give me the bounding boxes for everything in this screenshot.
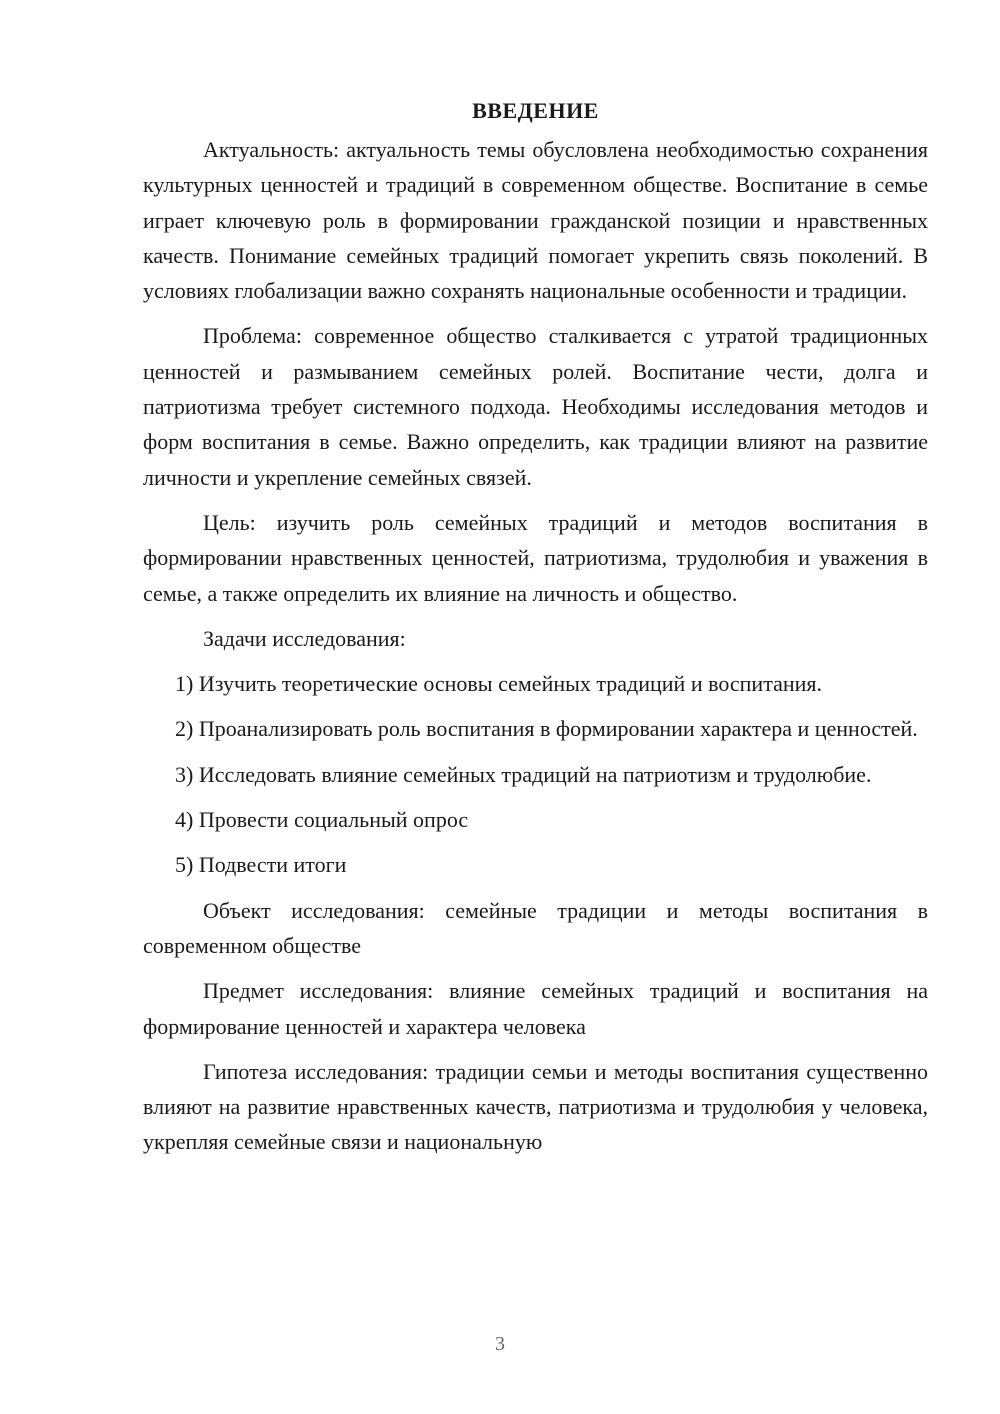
page-content bbox=[143, 93, 928, 1170]
paragraph-hypothesis: Гипотеза исследования: традиции семьи и методы воспитания существенно влияют на развитие нравственных качеств, патриотизма и трудолюбия у человека, укрепляя семейные связи и национальную bbox=[143, 1058, 928, 1155]
paragraph-relevance: Актуальность: актуальность темы обусловлена необходимостью сохранения культурных ценностей и традиций в современном обществе. Воспитание в семье играет ключевую роль в формировании гражданской позиции и нравственных качеств. Понимание семейных традиций помогает укрепить связь поколений. В условиях глобализации важно сохранять национальные особенности и традиции. bbox=[143, 137, 928, 304]
paragraph-object: Объект исследования: семейные традиции и методы воспитания в современном обществе bbox=[143, 897, 928, 958]
page-title: ВВЕДЕНИЕ bbox=[472, 98, 599, 123]
task-item-2: 2) Проанализировать роль воспитания в формировании характера и ценностей. bbox=[175, 716, 918, 742]
task-item-1: 1) Изучить теоретические основы семейных традиций и воспитания. bbox=[175, 671, 823, 697]
task-item-4: 4) Провести социальный опрос bbox=[175, 807, 469, 833]
paragraph-problem: Проблема: современное общество сталкивается с утратой традиционных ценностей и размыванием семейных ролей. Воспитание чести, долга и патриотизма требует системного подхода. Необходимы исследования методов и форм воспитания в семье. Важно определить, как традиции влияют на развитие личности и укрепление семейных связей. bbox=[143, 323, 928, 490]
paragraph-subject: Предмет исследования: влияние семейных традиций и воспитания на формирование ценностей и характера человека bbox=[143, 978, 928, 1039]
task-item-5: 5) Подвести итоги bbox=[175, 852, 347, 878]
tasks-heading: Задачи исследования: bbox=[203, 625, 406, 651]
paragraph-goal: Цель: изучить роль семейных традиций и методов воспитания в формировании нравственных ценностей, патриотизма, трудолюбия и уважения в семье, а также определить их влияние на личность и общество. bbox=[143, 509, 928, 606]
task-item-3: 3) Исследовать влияние семейных традиций на патриотизм и трудолюбие. bbox=[175, 761, 872, 787]
page-number: 3 bbox=[495, 1333, 505, 1355]
